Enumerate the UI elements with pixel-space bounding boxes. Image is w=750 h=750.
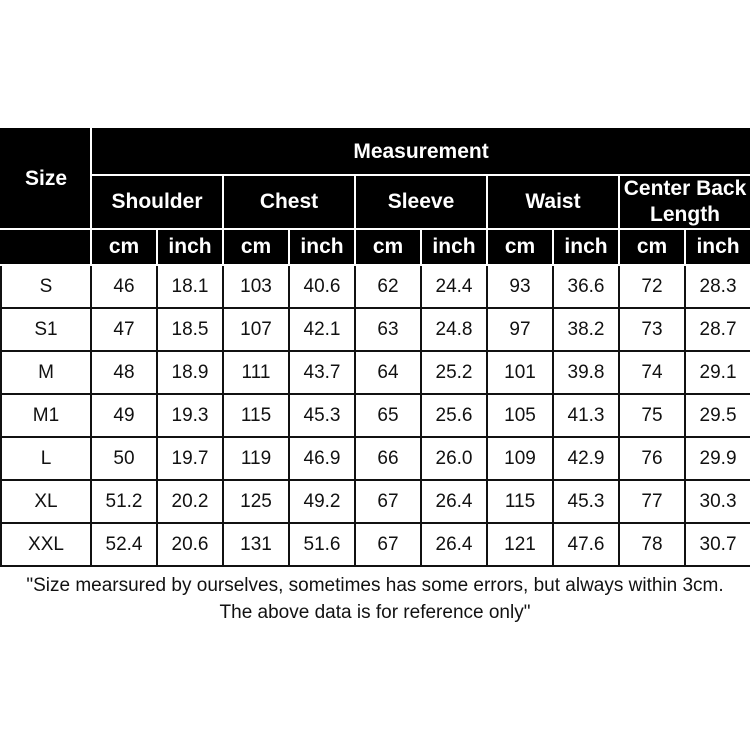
measurement-cell: 107 bbox=[223, 308, 289, 351]
measurement-cell: 30.7 bbox=[685, 523, 750, 566]
measurement-cell: 131 bbox=[223, 523, 289, 566]
measurement-cell: 66 bbox=[355, 437, 421, 480]
measurement-cell: 40.6 bbox=[289, 265, 355, 308]
measurement-cell: 26.4 bbox=[421, 523, 487, 566]
measurement-cell: 42.9 bbox=[553, 437, 619, 480]
header-row-groups bbox=[1, 175, 750, 229]
measurement-cell: 29.9 bbox=[685, 437, 750, 480]
measurement-cell: 30.3 bbox=[685, 480, 750, 523]
unit-header: inch bbox=[421, 229, 487, 265]
size-cell: XXL bbox=[1, 523, 91, 566]
measurement-cell: 73 bbox=[619, 308, 685, 351]
measurement-cell: 51.6 bbox=[289, 523, 355, 566]
measurement-cell: 52.4 bbox=[91, 523, 157, 566]
measurement-cell: 50 bbox=[91, 437, 157, 480]
measurement-cell: 64 bbox=[355, 351, 421, 394]
measurement-cell: 24.4 bbox=[421, 265, 487, 308]
measurement-cell: 51.2 bbox=[91, 480, 157, 523]
measurement-cell: 47.6 bbox=[553, 523, 619, 566]
unit-header: cm bbox=[619, 229, 685, 265]
measurement-cell: 46 bbox=[91, 265, 157, 308]
size-row bbox=[1, 523, 750, 566]
unit-header: cm bbox=[487, 229, 553, 265]
group-header-waist: Waist bbox=[487, 175, 619, 229]
size-row bbox=[1, 351, 750, 394]
size-row bbox=[1, 308, 750, 351]
measurement-cell: 46.9 bbox=[289, 437, 355, 480]
measurement-cell: 24.8 bbox=[421, 308, 487, 351]
header-row-measurement bbox=[1, 129, 750, 175]
measurement-cell: 93 bbox=[487, 265, 553, 308]
measurement-cell: 19.3 bbox=[157, 394, 223, 437]
size-cell: S1 bbox=[1, 308, 91, 351]
measurement-cell: 67 bbox=[355, 480, 421, 523]
measurement-cell: 45.3 bbox=[553, 480, 619, 523]
size-row bbox=[1, 394, 750, 437]
measurement-cell: 39.8 bbox=[553, 351, 619, 394]
measurement-cell: 115 bbox=[487, 480, 553, 523]
measurement-cell: 105 bbox=[487, 394, 553, 437]
measurement-cell: 67 bbox=[355, 523, 421, 566]
group-header-shoulder: Shoulder bbox=[91, 175, 223, 229]
measurement-cell: 72 bbox=[619, 265, 685, 308]
header-row-units bbox=[1, 229, 750, 265]
measurement-cell: 26.4 bbox=[421, 480, 487, 523]
measurement-cell: 125 bbox=[223, 480, 289, 523]
measurement-cell: 28.3 bbox=[685, 265, 750, 308]
measurement-cell: 119 bbox=[223, 437, 289, 480]
measurement-cell: 101 bbox=[487, 351, 553, 394]
measurement-cell: 63 bbox=[355, 308, 421, 351]
disclaimer-line-1: "Size mearsured by ourselves, sometimes has some errors, but always within 3cm. bbox=[26, 575, 724, 596]
measurement-header: Measurement bbox=[91, 129, 750, 175]
measurement-cell: 115 bbox=[223, 394, 289, 437]
measurement-cell: 65 bbox=[355, 394, 421, 437]
size-cell: S bbox=[1, 265, 91, 308]
measurement-cell: 48 bbox=[91, 351, 157, 394]
size-row bbox=[1, 265, 750, 308]
measurement-cell: 111 bbox=[223, 351, 289, 394]
unit-header-spacer bbox=[1, 229, 91, 265]
measurement-cell: 26.0 bbox=[421, 437, 487, 480]
unit-header: inch bbox=[289, 229, 355, 265]
size-cell: L bbox=[1, 437, 91, 480]
measurement-cell: 20.6 bbox=[157, 523, 223, 566]
size-chart-body bbox=[1, 265, 750, 566]
measurement-cell: 103 bbox=[223, 265, 289, 308]
size-column-header: Size bbox=[1, 129, 91, 229]
unit-header: cm bbox=[355, 229, 421, 265]
measurement-cell: 20.2 bbox=[157, 480, 223, 523]
size-cell: XL bbox=[1, 480, 91, 523]
unit-header: inch bbox=[553, 229, 619, 265]
size-row bbox=[1, 480, 750, 523]
unit-header: inch bbox=[685, 229, 750, 265]
measurement-cell: 18.1 bbox=[157, 265, 223, 308]
measurement-cell: 28.7 bbox=[685, 308, 750, 351]
measurement-cell: 75 bbox=[619, 394, 685, 437]
measurement-cell: 47 bbox=[91, 308, 157, 351]
group-header-chest: Chest bbox=[223, 175, 355, 229]
measurement-cell: 49 bbox=[91, 394, 157, 437]
unit-header: inch bbox=[157, 229, 223, 265]
unit-header: cm bbox=[223, 229, 289, 265]
group-header-sleeve: Sleeve bbox=[355, 175, 487, 229]
measurement-cell: 36.6 bbox=[553, 265, 619, 308]
measurement-cell: 78 bbox=[619, 523, 685, 566]
measurement-cell: 49.2 bbox=[289, 480, 355, 523]
size-cell: M bbox=[1, 351, 91, 394]
group-header-center-back-length: Center Back Length bbox=[619, 175, 750, 229]
measurement-cell: 45.3 bbox=[289, 394, 355, 437]
measurement-cell: 42.1 bbox=[289, 308, 355, 351]
measurement-cell: 41.3 bbox=[553, 394, 619, 437]
measurement-cell: 76 bbox=[619, 437, 685, 480]
measurement-cell: 25.6 bbox=[421, 394, 487, 437]
measurement-cell: 25.2 bbox=[421, 351, 487, 394]
unit-header: cm bbox=[91, 229, 157, 265]
measurement-cell: 38.2 bbox=[553, 308, 619, 351]
measurement-cell: 43.7 bbox=[289, 351, 355, 394]
measurement-cell: 121 bbox=[487, 523, 553, 566]
size-row bbox=[1, 437, 750, 480]
measurement-cell: 97 bbox=[487, 308, 553, 351]
size-cell: M1 bbox=[1, 394, 91, 437]
measurement-cell: 109 bbox=[487, 437, 553, 480]
measurement-cell: 77 bbox=[619, 480, 685, 523]
measurement-cell: 18.9 bbox=[157, 351, 223, 394]
measurement-cell: 19.7 bbox=[157, 437, 223, 480]
measurement-cell: 29.5 bbox=[685, 394, 750, 437]
measurement-cell: 74 bbox=[619, 351, 685, 394]
measurement-cell: 62 bbox=[355, 265, 421, 308]
size-chart-table bbox=[0, 128, 750, 567]
disclaimer-line-2: The above data is for reference only" bbox=[219, 602, 531, 623]
disclaimer-note bbox=[0, 572, 750, 626]
measurement-cell: 18.5 bbox=[157, 308, 223, 351]
measurement-cell: 29.1 bbox=[685, 351, 750, 394]
